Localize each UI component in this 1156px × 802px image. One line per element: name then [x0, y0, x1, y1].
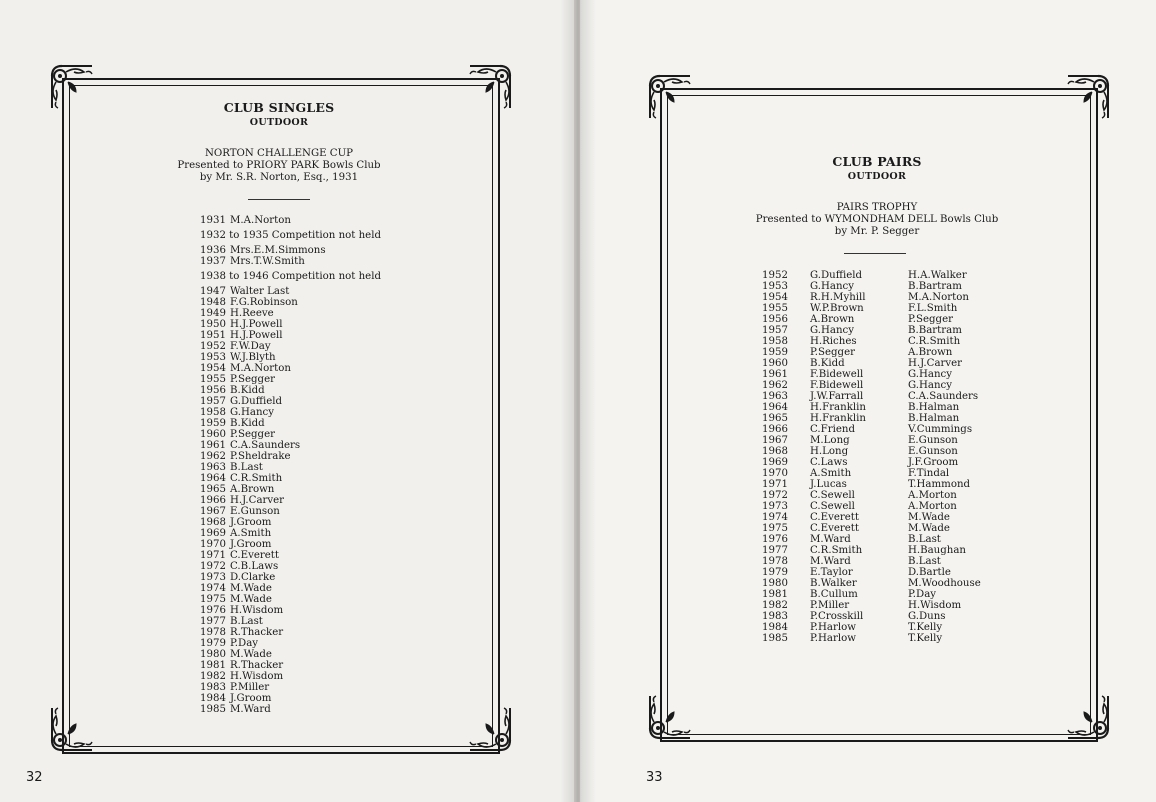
presented-line: Presented to PRIORY PARK Bowls Club [177, 160, 381, 171]
player-one: C.Sewell [810, 501, 855, 512]
winner-row [200, 473, 381, 484]
pairs-row [762, 314, 1006, 325]
player-one: M.Ward [810, 534, 851, 545]
winner-row [200, 363, 381, 374]
player-two: M.Woodhouse [908, 578, 981, 589]
presented-line: Presented to WYMONDHAM DELL Bowls Club [755, 214, 999, 225]
page-title: CLUB SINGLES [223, 100, 335, 115]
player-two: M.A.Norton [908, 292, 969, 303]
year: 1972 [200, 561, 226, 572]
year: 1976 [200, 605, 226, 616]
player-one: B.Kidd [810, 358, 845, 369]
player-two: F.Tindal [908, 468, 950, 479]
winner-row [200, 682, 381, 693]
winner-name: Mrs.E.M.Simmons [230, 245, 326, 256]
player-one: H.Long [810, 446, 849, 457]
year: 1947 [200, 286, 226, 297]
player-one: P.Miller [810, 600, 850, 611]
year: 1978 [200, 627, 226, 638]
winner-row [200, 528, 381, 539]
pairs-row [762, 281, 1006, 292]
page-subtitle: OUTDOOR [847, 171, 907, 182]
player-one: P.Crosskill [810, 611, 864, 622]
player-two: B.Last [908, 556, 941, 567]
divider [248, 199, 310, 200]
player-two: T.Kelly [908, 622, 943, 633]
winner-row [200, 308, 381, 319]
winner-row [200, 484, 381, 495]
winner-name: P.Sheldrake [230, 451, 291, 462]
winner-name: C.R.Smith [230, 473, 283, 484]
year: 1967 [762, 435, 788, 446]
player-two: B.Halman [908, 413, 960, 424]
year: 1962 [762, 380, 788, 391]
winner-row [200, 550, 381, 561]
winner-name: M.Wade [230, 594, 272, 605]
winner-row [200, 495, 381, 506]
player-one: C.R.Smith [810, 545, 863, 556]
winner-name: M.A.Norton [230, 363, 291, 374]
pairs-row [762, 556, 1006, 567]
player-two: B.Bartram [908, 325, 962, 336]
note-text: 1932 to 1935 Competition not held [200, 230, 381, 241]
corner-ornament-icon [644, 72, 692, 120]
player-two: B.Last [908, 534, 941, 545]
player-one: C.Everett [810, 523, 859, 534]
pairs-row [762, 380, 1006, 391]
divider [844, 253, 906, 254]
pairs-row [762, 479, 1006, 490]
year: 1973 [762, 501, 788, 512]
corner-ornament-icon [468, 706, 516, 754]
winner-row [200, 341, 381, 352]
player-one: P.Segger [810, 347, 855, 358]
pairs-row [762, 501, 1006, 512]
winner-row [200, 418, 381, 429]
winner-name: B.Kidd [230, 385, 265, 396]
year: 1983 [200, 682, 226, 693]
year: 1953 [200, 352, 226, 363]
book-gutter [560, 0, 596, 802]
corner-ornament-icon [1066, 72, 1114, 120]
year: 1963 [762, 391, 788, 402]
winner-row [200, 462, 381, 473]
year: 1983 [762, 611, 788, 622]
winner-name: M.A.Norton [230, 215, 291, 226]
year: 1982 [200, 671, 226, 682]
pairs-row [762, 424, 1006, 435]
year: 1968 [200, 517, 226, 528]
pairs-row [762, 490, 1006, 501]
year: 1969 [762, 457, 788, 468]
winner-name: J.Groom [230, 517, 272, 528]
winner-name: J.Groom [230, 539, 272, 550]
winner-name: D.Clarke [230, 572, 276, 583]
player-one: B.Walker [810, 578, 857, 589]
winner-name: H.Wisdom [230, 605, 284, 616]
player-two: E.Gunson [908, 435, 958, 446]
player-two: J.F.Groom [908, 457, 959, 468]
winner-name: B.Last [230, 616, 263, 627]
year: 1962 [200, 451, 226, 462]
year: 1964 [200, 473, 226, 484]
pairs-row [762, 523, 1006, 534]
year: 1966 [762, 424, 788, 435]
year: 1985 [200, 704, 226, 715]
winner-row [200, 594, 381, 605]
pairs-row [762, 611, 1006, 622]
year: 1953 [762, 281, 788, 292]
player-one: R.H.Myhill [810, 292, 866, 303]
player-two: M.Wade [908, 512, 950, 523]
year: 1965 [200, 484, 226, 495]
winner-name: B.Last [230, 462, 263, 473]
winner-name: W.J.Blyth [230, 352, 276, 363]
year: 1975 [762, 523, 788, 534]
winner-row [200, 286, 381, 297]
winner-row [200, 407, 381, 418]
pairs-row [762, 402, 1006, 413]
pairs-row [762, 391, 1006, 402]
winner-row [200, 539, 381, 550]
player-two: A.Brown [908, 347, 953, 358]
winner-row [200, 297, 381, 308]
pairs-row [762, 534, 1006, 545]
winner-name: H.Wisdom [230, 671, 284, 682]
pairs-row [762, 622, 1006, 633]
year: 1980 [762, 578, 788, 589]
year: 1985 [762, 633, 788, 644]
year: 1952 [200, 341, 226, 352]
winner-row [200, 704, 381, 715]
player-two: P.Day [908, 589, 937, 600]
competition-note [200, 230, 381, 241]
player-one: G.Hancy [810, 325, 854, 336]
year: 1955 [200, 374, 226, 385]
note-text: 1938 to 1946 Competition not held [200, 271, 381, 282]
winner-name: M.Ward [230, 704, 271, 715]
player-two: P.Segger [908, 314, 953, 325]
player-two: A.Morton [908, 501, 957, 512]
year: 1961 [200, 440, 226, 451]
pairs-row [762, 435, 1006, 446]
pairs-row [762, 347, 1006, 358]
winner-row [200, 385, 381, 396]
player-one: B.Cullum [810, 589, 858, 600]
winner-name: R.Thacker [230, 660, 284, 671]
by-line: by Mr. P. Segger [834, 226, 920, 237]
winner-name: Mrs.T.W.Smith [230, 256, 305, 267]
winner-name: P.Segger [230, 374, 275, 385]
winner-row [200, 429, 381, 440]
year: 1958 [200, 407, 226, 418]
winner-row [200, 671, 381, 682]
year: 1967 [200, 506, 226, 517]
winner-name: R.Thacker [230, 627, 284, 638]
pairs-row [762, 358, 1006, 369]
corner-ornament-icon [46, 706, 94, 754]
year: 1970 [762, 468, 788, 479]
winner-row [200, 660, 381, 671]
page-number: 32 [26, 770, 43, 785]
year: 1954 [762, 292, 788, 303]
year: 1974 [762, 512, 788, 523]
year: 1959 [762, 347, 788, 358]
winner-row [200, 649, 381, 660]
year: 1937 [200, 256, 226, 267]
winner-row [200, 627, 381, 638]
player-two: T.Hammond [908, 479, 971, 490]
year: 1981 [200, 660, 226, 671]
player-one: C.Laws [810, 457, 848, 468]
player-one: F.Bidewell [810, 380, 864, 391]
pairs-row [762, 292, 1006, 303]
pairs-row [762, 270, 1006, 281]
player-two: C.R.Smith [908, 336, 961, 347]
year: 1960 [762, 358, 788, 369]
winner-row [200, 638, 381, 649]
player-one: C.Sewell [810, 490, 855, 501]
winner-name: H.Reeve [230, 308, 274, 319]
winner-row [200, 215, 381, 226]
year: 1968 [762, 446, 788, 457]
pairs-row [762, 567, 1006, 578]
winner-row [200, 330, 381, 341]
year: 1971 [762, 479, 788, 490]
year: 1952 [762, 270, 788, 281]
player-one: H.Franklin [810, 413, 866, 424]
corner-ornament-icon [1066, 694, 1114, 742]
winner-name: B.Kidd [230, 418, 265, 429]
year: 1969 [200, 528, 226, 539]
winner-name: M.Wade [230, 583, 272, 594]
player-two: H.A.Walker [908, 270, 967, 281]
year: 1980 [200, 649, 226, 660]
year: 1976 [762, 534, 788, 545]
year: 1957 [200, 396, 226, 407]
winner-name: H.J.Carver [230, 495, 285, 506]
player-one: C.Everett [810, 512, 859, 523]
player-one: H.Franklin [810, 402, 866, 413]
year: 1981 [762, 589, 788, 600]
player-two: G.Hancy [908, 380, 952, 391]
year: 1957 [762, 325, 788, 336]
winner-row [200, 605, 381, 616]
year: 1977 [762, 545, 788, 556]
trophy-name: NORTON CHALLENGE CUP [204, 148, 354, 159]
left-page-header [62, 100, 496, 128]
winner-name: C.B.Laws [230, 561, 279, 572]
winner-name: J.Groom [230, 693, 272, 704]
player-one: P.Harlow [810, 622, 856, 633]
winner-row [200, 319, 381, 330]
winner-row [200, 352, 381, 363]
player-one: W.P.Brown [810, 303, 864, 314]
year: 1972 [762, 490, 788, 501]
player-one: A.Smith [810, 468, 852, 479]
year: 1961 [762, 369, 788, 380]
winner-name: P.Miller [230, 682, 270, 693]
player-two: M.Wade [908, 523, 950, 534]
pairs-row [762, 303, 1006, 314]
competition-note [200, 271, 381, 282]
year: 1964 [762, 402, 788, 413]
winner-name: A.Smith [230, 528, 272, 539]
year: 1978 [762, 556, 788, 567]
page-number: 33 [646, 770, 663, 785]
player-two: G.Duns [908, 611, 946, 622]
year: 1956 [762, 314, 788, 325]
pairs-winners-list [762, 270, 1006, 644]
pairs-row [762, 600, 1006, 611]
year: 1954 [200, 363, 226, 374]
pairs-row [762, 468, 1006, 479]
right-page-header [660, 154, 1094, 182]
player-two: B.Halman [908, 402, 960, 413]
year: 1977 [200, 616, 226, 627]
winner-row [200, 583, 381, 594]
trophy-info [62, 148, 496, 184]
winner-row [200, 256, 381, 267]
year: 1949 [200, 308, 226, 319]
year: 1966 [200, 495, 226, 506]
player-two: G.Hancy [908, 369, 952, 380]
winner-name: Walter Last [230, 286, 290, 297]
player-one: A.Brown [810, 314, 855, 325]
player-two: V.Cummings [908, 424, 973, 435]
year: 1979 [762, 567, 788, 578]
winner-name: F.G.Robinson [230, 297, 298, 308]
winner-row [200, 440, 381, 451]
pairs-row [762, 413, 1006, 424]
player-one: E.Taylor [810, 567, 853, 578]
year: 1974 [200, 583, 226, 594]
year: 1975 [200, 594, 226, 605]
player-two: H.Wisdom [908, 600, 962, 611]
year: 1963 [200, 462, 226, 473]
pairs-row [762, 633, 1006, 644]
pairs-row [762, 545, 1006, 556]
corner-ornament-icon [644, 694, 692, 742]
player-one: G.Hancy [810, 281, 854, 292]
winner-row [200, 451, 381, 462]
by-line: by Mr. S.R. Norton, Esq., 1931 [199, 172, 359, 183]
winner-name: P.Segger [230, 429, 275, 440]
player-two: E.Gunson [908, 446, 958, 457]
year: 1965 [762, 413, 788, 424]
winner-row [200, 374, 381, 385]
player-one: C.Friend [810, 424, 855, 435]
year: 1970 [200, 539, 226, 550]
winner-name: F.W.Day [230, 341, 271, 352]
pairs-row [762, 457, 1006, 468]
year: 1936 [200, 245, 226, 256]
page-title: CLUB PAIRS [832, 154, 922, 169]
year: 1958 [762, 336, 788, 347]
year: 1971 [200, 550, 226, 561]
player-two: D.Bartle [908, 567, 951, 578]
player-one: H.Riches [810, 336, 857, 347]
year: 1979 [200, 638, 226, 649]
player-two: T.Kelly [908, 633, 943, 644]
winner-name: C.A.Saunders [230, 440, 301, 451]
year: 1973 [200, 572, 226, 583]
winner-name: H.J.Powell [230, 319, 283, 330]
year: 1931 [200, 215, 226, 226]
player-one: P.Harlow [810, 633, 856, 644]
trophy-info [660, 202, 1094, 238]
winner-row [200, 616, 381, 627]
player-two: F.L.Smith [908, 303, 958, 314]
winner-row [200, 396, 381, 407]
trophy-name: PAIRS TROPHY [836, 202, 918, 213]
player-two: H.Baughan [908, 545, 966, 556]
year: 1960 [200, 429, 226, 440]
year: 1959 [200, 418, 226, 429]
winner-name: P.Day [230, 638, 259, 649]
pairs-row [762, 512, 1006, 523]
pairs-row [762, 336, 1006, 347]
year: 1956 [200, 385, 226, 396]
winner-name: G.Hancy [230, 407, 274, 418]
player-two: C.A.Saunders [908, 391, 979, 402]
player-one: F.Bidewell [810, 369, 864, 380]
winner-name: H.J.Powell [230, 330, 283, 341]
player-two: H.J.Carver [908, 358, 963, 369]
winner-name: C.Everett [230, 550, 279, 561]
pairs-row [762, 589, 1006, 600]
year: 1948 [200, 297, 226, 308]
winner-name: A.Brown [230, 484, 275, 495]
pairs-row [762, 325, 1006, 336]
player-one: M.Long [810, 435, 850, 446]
pairs-row [762, 369, 1006, 380]
year: 1950 [200, 319, 226, 330]
winner-row [200, 693, 381, 704]
year: 1955 [762, 303, 788, 314]
winner-row [200, 572, 381, 583]
player-one: G.Duffield [810, 270, 863, 281]
pairs-row [762, 578, 1006, 589]
player-one: J.Lucas [810, 479, 847, 490]
winner-row [200, 245, 381, 256]
page-subtitle: OUTDOOR [249, 117, 309, 128]
year: 1984 [200, 693, 226, 704]
winner-row [200, 517, 381, 528]
year: 1951 [200, 330, 226, 341]
winner-name: G.Duffield [230, 396, 283, 407]
player-one: J.W.Farrall [810, 391, 864, 402]
winner-row [200, 561, 381, 572]
year: 1984 [762, 622, 788, 633]
winner-name: E.Gunson [230, 506, 280, 517]
player-two: B.Bartram [908, 281, 962, 292]
year: 1982 [762, 600, 788, 611]
player-two: A.Morton [908, 490, 957, 501]
winner-row [200, 506, 381, 517]
winners-list [200, 215, 381, 715]
pairs-row [762, 446, 1006, 457]
player-one: M.Ward [810, 556, 851, 567]
winner-name: M.Wade [230, 649, 272, 660]
